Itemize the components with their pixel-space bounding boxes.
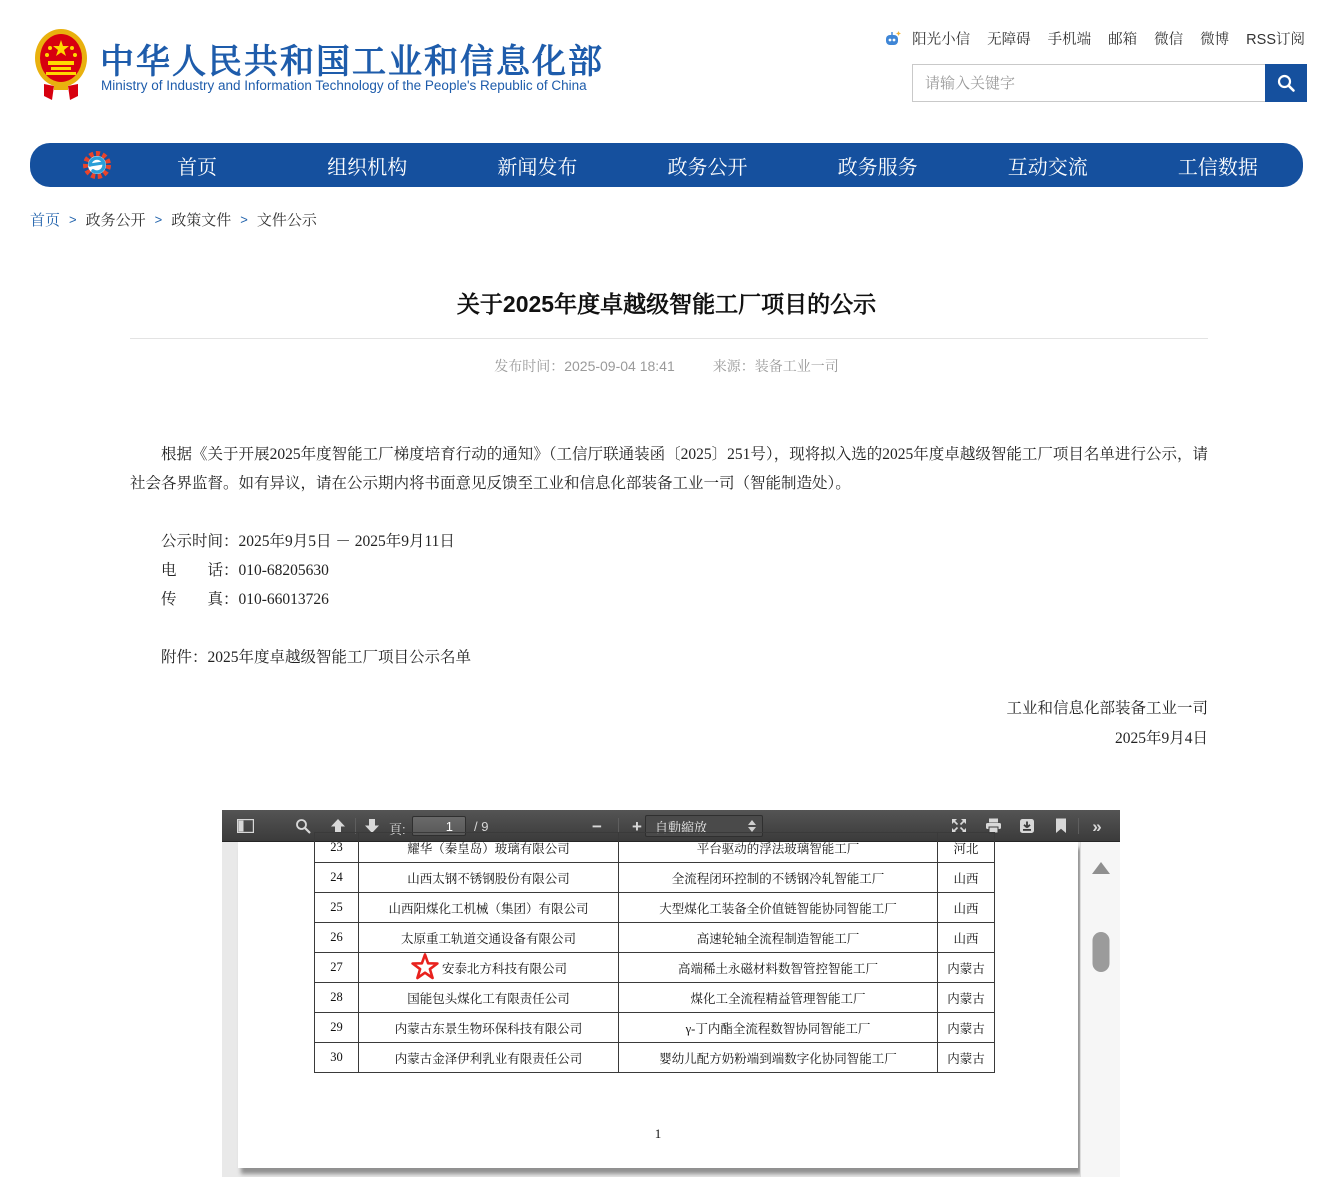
company-cell: 山西阳煤化工机械（集团）有限公司 xyxy=(359,893,619,923)
province-cell: 河北 xyxy=(938,833,995,863)
project-cell: γ-丁内酯全流程数智协同智能工厂 xyxy=(619,1013,938,1043)
article-body xyxy=(130,440,1208,754)
page-total: / 9 xyxy=(474,819,489,834)
project-cell: 大型煤化工装备全价值链智能协同智能工厂 xyxy=(619,893,938,923)
quick-link-wechat[interactable]: 微信 xyxy=(1154,32,1184,48)
miit-gear-e-icon xyxy=(82,150,112,180)
nav-item-organization[interactable]: 组织机构 xyxy=(327,156,408,179)
company-cell: 耀华（秦皇岛）玻璃有限公司 xyxy=(359,833,619,863)
table-row xyxy=(315,1043,995,1073)
pdf-page-footer-number: 1 xyxy=(654,1126,662,1141)
breadcrumb-separator: > xyxy=(154,212,163,227)
project-cell: 高端稀土永磁材料数智管控智能工厂 xyxy=(619,953,938,983)
notice-period-line: 公示时间：2025年9月5日 － 2025年9月11日 xyxy=(161,533,455,550)
row-no: 30 xyxy=(315,1043,359,1073)
article-paragraph: 根据《关于开展2025年度智能工厂梯度培育行动的通知》（工信厅联通装函〔2025〕251号），现将拟入选的2025年度卓越级智能工厂项目名单进行公示，请社会各界监督。如有异议，请在公示期内将书面意见反馈至工业和信息化部装备工业一司（智能制造处）。 xyxy=(130,446,1208,492)
project-cell: 婴幼儿配方奶粉端到端数字化协同智能工厂 xyxy=(619,1043,938,1073)
nav-item-interaction[interactable]: 互动交流 xyxy=(1007,156,1088,179)
row-no: 26 xyxy=(315,923,359,953)
table-row xyxy=(315,863,995,893)
quick-link-sunshine-assistant[interactable]: 阳光小信 xyxy=(912,32,971,48)
more-tools-button[interactable] xyxy=(1084,813,1110,839)
pdf-scrollbar[interactable] xyxy=(1080,842,1120,1177)
breadcrumb-home[interactable]: 首页 xyxy=(30,212,61,229)
nav-items xyxy=(112,151,1303,180)
company-cell: 国能包头煤化工有限责任公司 xyxy=(359,983,619,1013)
toolbar-separator xyxy=(1078,818,1079,834)
company-cell xyxy=(359,953,619,983)
publish-time: 发布时间：2025-09-04 18:41 xyxy=(494,358,675,374)
site-title: 中华人民共和国工业和信息化部 xyxy=(100,43,604,81)
quick-link-weibo[interactable]: 微博 xyxy=(1200,32,1230,48)
download-button[interactable] xyxy=(1014,813,1040,839)
pdf-page xyxy=(238,842,1078,1168)
bookmark-button[interactable] xyxy=(1048,813,1074,839)
breadcrumb-gov-disclosure[interactable]: 政务公开 xyxy=(85,212,146,229)
search-button[interactable] xyxy=(1265,64,1307,102)
site-subtitle: Ministry of Industry and Information Technology of the People's Republic of China xyxy=(101,78,587,93)
breadcrumb-separator: > xyxy=(240,212,248,227)
assistant-robot-icon xyxy=(883,30,901,48)
sidebar-toggle-button[interactable] xyxy=(232,813,258,839)
select-arrows-icon xyxy=(748,820,756,832)
nav-item-miit-data[interactable]: 工信数据 xyxy=(1177,156,1258,179)
quick-link-accessibility[interactable]: 无障碍 xyxy=(987,32,1031,48)
find-button[interactable] xyxy=(290,813,316,839)
province-cell: 山西 xyxy=(938,863,995,893)
project-cell: 高速轮轴全流程制造智能工厂 xyxy=(619,923,938,953)
province-cell: 内蒙古 xyxy=(938,983,995,1013)
search-icon xyxy=(1276,73,1296,93)
row-no: 29 xyxy=(315,1013,359,1043)
table-row-starred xyxy=(315,953,995,983)
quick-link-rss[interactable]: RSS订阅 xyxy=(1246,32,1305,48)
province-cell: 山西 xyxy=(938,893,995,923)
project-cell: 煤化工全流程精益管理智能工厂 xyxy=(619,983,938,1013)
breadcrumb xyxy=(30,209,317,230)
star-annotation-icon xyxy=(410,953,440,982)
project-cell: 平台驱动的浮法玻璃智能工厂 xyxy=(619,833,938,863)
nav-item-news[interactable]: 新闻发布 xyxy=(497,156,578,179)
breadcrumb-separator: > xyxy=(69,212,77,227)
company-cell: 太原重工轨道交通设备有限公司 xyxy=(359,923,619,953)
province-cell: 内蒙古 xyxy=(938,953,995,983)
breadcrumb-current-page[interactable]: 文件公示 xyxy=(256,212,317,229)
project-list-table xyxy=(314,832,995,1073)
company-cell: 内蒙古金泽伊利乳业有限责任公司 xyxy=(359,1043,619,1073)
company-name: 安泰北方科技有限公司 xyxy=(441,961,567,976)
table-row xyxy=(315,923,995,953)
row-no: 28 xyxy=(315,983,359,1013)
signature-block xyxy=(130,694,1208,754)
nav-item-gov-disclosure[interactable]: 政务公开 xyxy=(667,156,748,179)
attachment-link[interactable]: 2025年度卓越级智能工厂项目公示名单 xyxy=(207,649,472,666)
search-bar xyxy=(912,64,1307,102)
search-input[interactable] xyxy=(913,65,1265,101)
signer: 工业和信息化部装备工业一司 xyxy=(1006,700,1208,717)
scrollbar-thumb[interactable] xyxy=(1092,932,1109,972)
page-title: 关于2025年度卓越级智能工厂项目的公示 xyxy=(456,291,877,317)
nav-item-home[interactable]: 首页 xyxy=(177,156,218,179)
page-label: 頁: xyxy=(389,822,406,837)
plus-icon: + xyxy=(632,816,642,836)
table-row xyxy=(315,833,995,863)
table-row xyxy=(315,983,995,1013)
row-no: 27 xyxy=(315,953,359,983)
breadcrumb-policy-documents[interactable]: 政策文件 xyxy=(171,212,232,229)
province-cell: 山西 xyxy=(938,923,995,953)
nav-item-gov-services[interactable]: 政务服务 xyxy=(837,156,918,179)
sidebar-toggle-icon xyxy=(237,819,254,833)
find-icon xyxy=(295,818,311,834)
bookmark-icon xyxy=(1055,818,1067,834)
attachment-label: 附件： xyxy=(161,649,208,666)
article-source: 来源：装备工业一司 xyxy=(712,358,839,374)
header-quick-links xyxy=(883,28,1305,49)
scrollbar-up-arrow-icon[interactable] xyxy=(1092,862,1110,874)
download-icon xyxy=(1019,818,1035,834)
main-nav xyxy=(30,143,1303,187)
project-cell: 全流程闭环控制的不锈钢冷轧智能工厂 xyxy=(619,863,938,893)
quick-link-mail[interactable]: 邮箱 xyxy=(1108,32,1138,48)
table-row xyxy=(315,893,995,923)
fax-line: 传 真：010-66013726 xyxy=(161,591,329,608)
sign-date: 2025年9月4日 xyxy=(1114,730,1208,747)
company-cell: 山西太钢不锈钢股份有限公司 xyxy=(359,863,619,893)
company-cell: 内蒙古东景生物环保科技有限公司 xyxy=(359,1013,619,1043)
attachment-line xyxy=(130,643,1208,672)
article-meta xyxy=(0,356,1333,376)
province-cell: 内蒙古 xyxy=(938,1043,995,1073)
quick-link-mobile[interactable]: 手机端 xyxy=(1047,32,1092,48)
chevrons-right-icon: » xyxy=(1092,816,1102,836)
row-no: 24 xyxy=(315,863,359,893)
row-no: 25 xyxy=(315,893,359,923)
table-row xyxy=(315,1013,995,1043)
pdf-content-area xyxy=(222,842,1120,1177)
pdf-viewer xyxy=(222,810,1120,1177)
phone-line: 电 话：010-68205630 xyxy=(161,562,329,579)
title-divider xyxy=(130,338,1208,339)
minus-icon: − xyxy=(592,816,602,836)
zoom-level-value: 自動縮放 xyxy=(655,819,708,835)
row-no: 23 xyxy=(315,833,359,863)
province-cell: 内蒙古 xyxy=(938,1013,995,1043)
national-emblem-logo xyxy=(34,28,88,102)
